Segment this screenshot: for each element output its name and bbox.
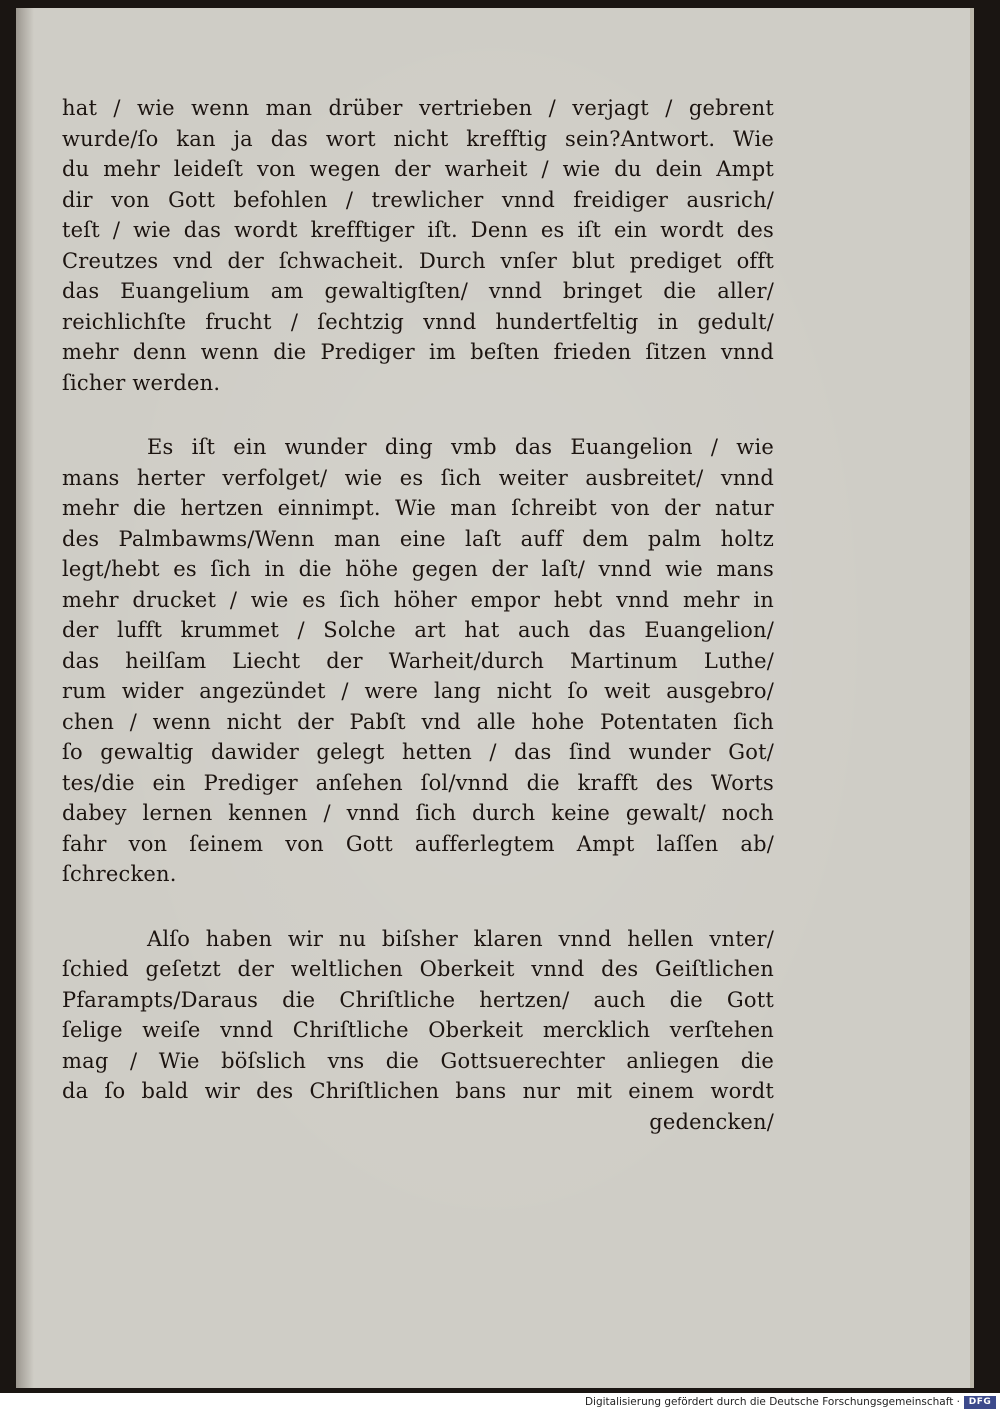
- text-line: reichlichſte frucht / ſechtzig vnnd hundertfeltig in gedult/: [62, 309, 774, 334]
- text-line: chen / wenn nicht der Pabſt vnd alle hohe Potentaten ſich: [62, 709, 774, 734]
- text-line: ſicher werden.: [62, 370, 221, 395]
- text-line: dir von Gott befohlen / trewlicher vnnd freidiger ausrich/: [62, 187, 774, 212]
- page-text: [62, 93, 774, 1137]
- text-line: mehr denn wenn die Prediger im beſten frieden ſitzen vnnd: [62, 340, 774, 364]
- text-line: hat / wie wenn man drüber vertrieben / verjagt / gebrent: [62, 96, 774, 120]
- text-line: mag / Wie böſslich vns die Gottsuerechter anliegen die: [62, 1048, 774, 1073]
- text-line: ſchrecken.: [62, 862, 177, 886]
- dfg-logo: DFG: [964, 1396, 996, 1409]
- text-line: du mehr leideſt von wegen der warheit / wie du dein Ampt: [62, 157, 774, 181]
- catchword: gedencken/: [649, 1109, 774, 1134]
- text-line: tes/die ein Prediger anſehen ſol/vnnd die krafft des Worts: [62, 770, 774, 795]
- paragraph-1: [62, 93, 774, 398]
- text-line: Es iſt ein wunder ding vmb das Euangelion / wie: [147, 435, 774, 459]
- text-line: des Palmbawms/Wenn man eine laſt auff dem palm holtz: [62, 526, 774, 551]
- text-line: fahr von ſeinem von Gott aufferlegtem Ampt laſſen ab/: [62, 831, 774, 856]
- text-line: das heilſam Liecht der Warheit/durch Martinum Luthe/: [62, 648, 774, 673]
- text-line: mans herter verfolget/ wie es ſich weiter ausbreitet/ vnnd: [62, 465, 774, 490]
- text-line: wurde/ſo kan ja das wort nicht krefftig sein?Antwort. Wie: [62, 126, 774, 151]
- paragraph-3: [62, 924, 774, 1138]
- text-line: mehr drucket / wie es ſich höher empor hebt vnnd mehr in: [62, 587, 774, 612]
- text-line: das Euangelium am gewaltigſten/ vnnd bringet die aller/: [62, 279, 774, 303]
- funding-credit: Digitalisierung gefördert durch die Deutsche Forschungsgemeinschaft ·: [584, 1396, 960, 1408]
- paragraph-2: [62, 432, 774, 890]
- text-line: teſt / wie das wordt krefftiger iſt. Denn es iſt ein wordt des: [62, 218, 774, 242]
- page-edge: [970, 8, 974, 1388]
- text-line: Pfarampts/Daraus die Chriſtliche hertzen/ auch die Gott: [62, 987, 774, 1012]
- footer-bar: [0, 1393, 1000, 1413]
- text-line: rum wider angezündet / were lang nicht ſo weit ausgebro/: [62, 679, 774, 703]
- text-line: ſo gewaltig dawider gelegt hetten / das ſind wunder Got/: [62, 740, 774, 764]
- text-line: ſelige weiſe vnnd Chriſtliche Oberkeit mercklich verſtehen: [62, 1018, 774, 1042]
- text-line: da ſo bald wir des Chriſtlichen bans nur mit einem wordt: [62, 1079, 774, 1103]
- text-line: ſchied geſetzt der weltlichen Oberkeit vnnd des Geiſtlichen: [62, 957, 774, 981]
- text-line: legt/hebt es ſich in die höhe gegen der laſt/ vnnd wie mans: [62, 557, 774, 581]
- text-line: der lufft krummet / Solche art hat auch das Euangelion/: [62, 618, 774, 642]
- text-line: Creutzes vnd der ſchwacheit. Durch vnſer blut prediget offt: [62, 248, 774, 273]
- text-line: Alſo haben wir nu biſsher klaren vnnd hellen vnter/: [147, 926, 774, 951]
- text-line: mehr die hertzen einnimpt. Wie man ſchreibt von der natur: [62, 496, 774, 520]
- text-line: dabey lernen kennen / vnnd ſich durch keine gewalt/ noch: [62, 801, 774, 825]
